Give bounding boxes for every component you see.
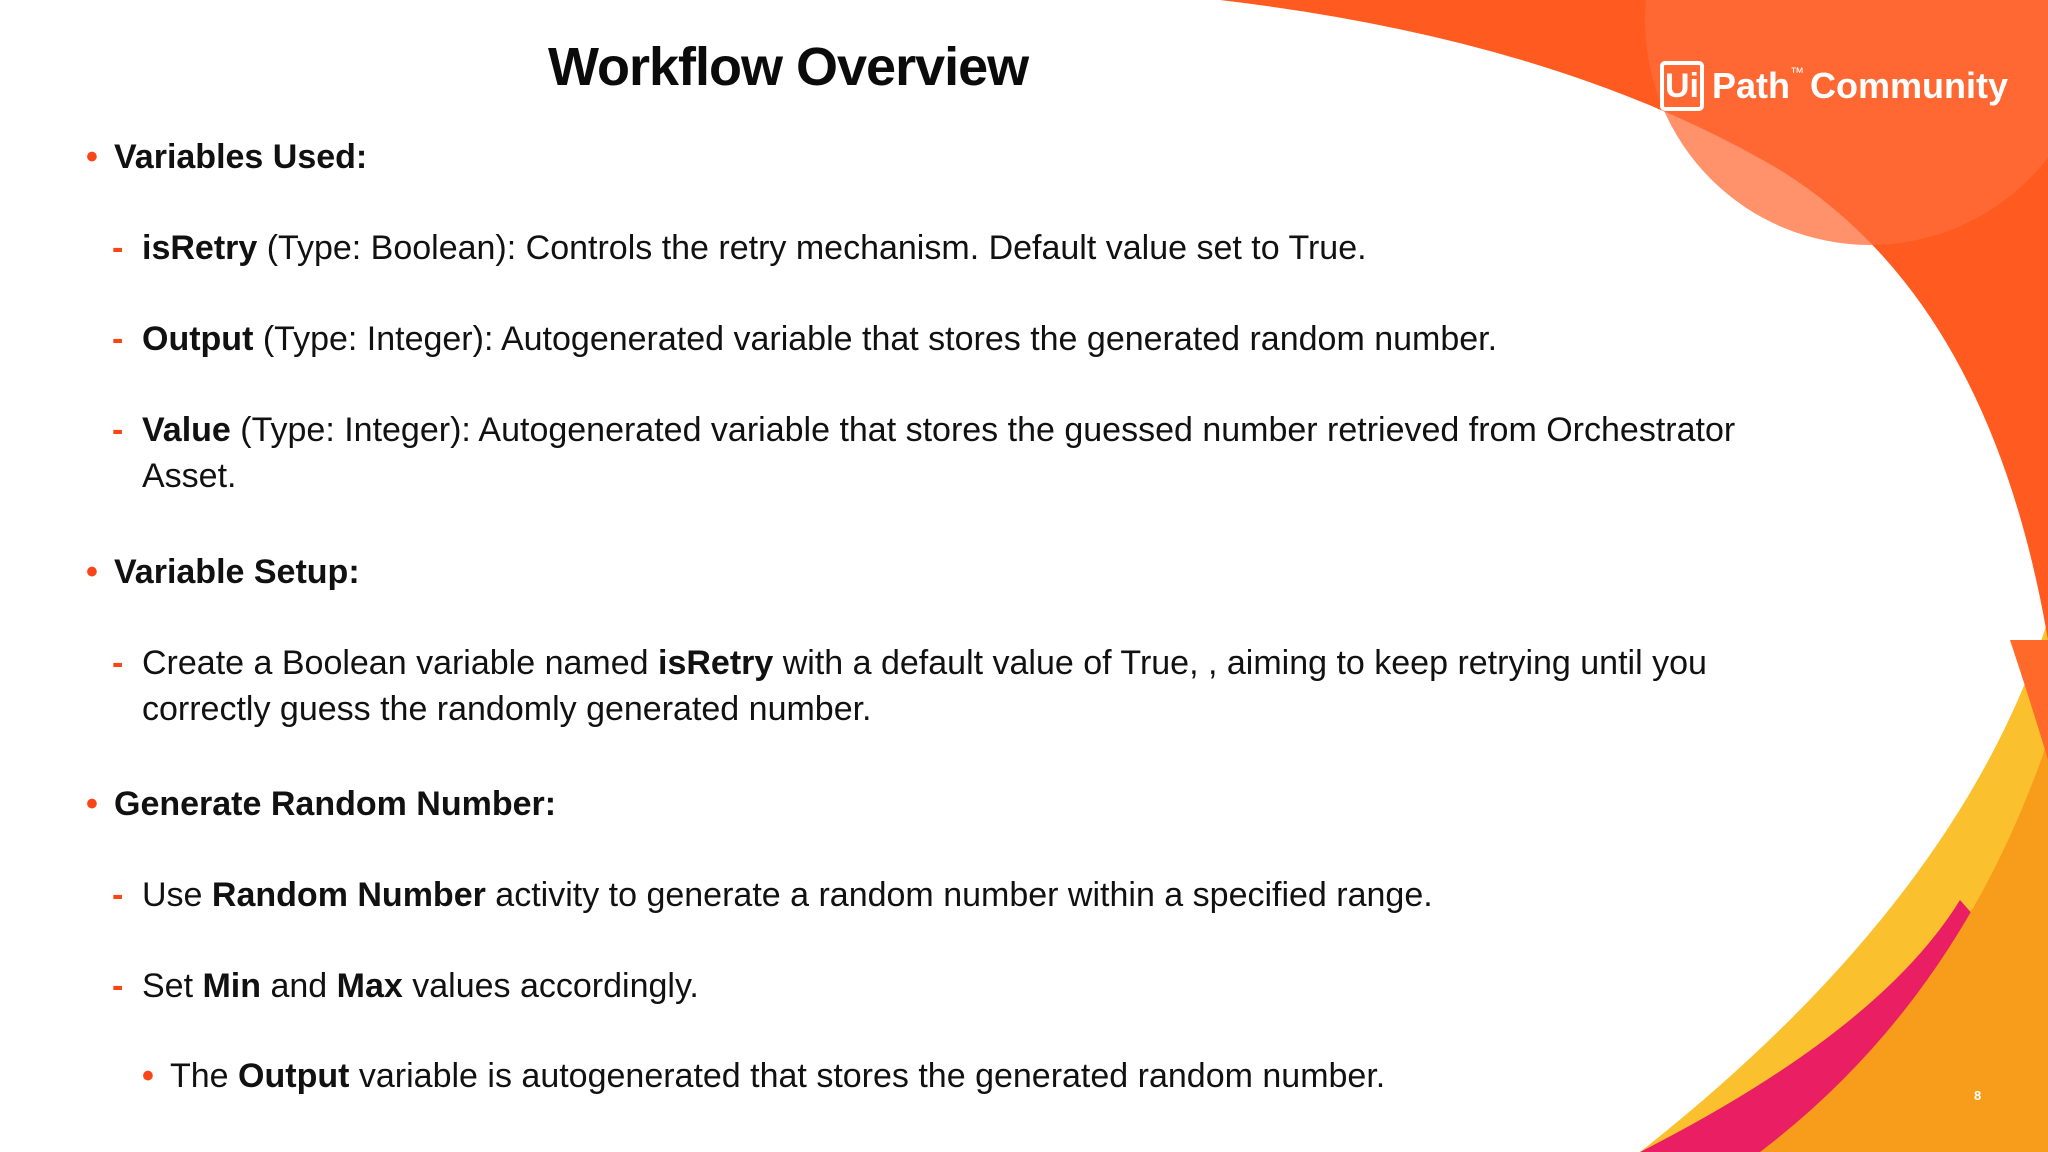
item-pre: Create a Boolean variable named	[142, 644, 658, 682]
section-heading: Variables Used:	[114, 138, 368, 176]
item-bold: Output	[142, 320, 254, 358]
item-rest: with a default value of True, , aiming to keep retrying until you	[773, 644, 1707, 682]
logo-community-text: Community	[1810, 65, 2009, 106]
logo-ui-box: Ui	[1660, 61, 1704, 111]
item-text	[142, 316, 1497, 362]
item-rest: (Type: Integer): Autogenerated variable that stores the generated random number.	[253, 320, 1498, 358]
item-text	[142, 640, 1707, 686]
item-text	[142, 963, 699, 1009]
item-bold: Random Number	[211, 876, 486, 914]
item-pre: Use	[142, 876, 212, 914]
item-text	[142, 225, 1367, 271]
item-bold: Value	[142, 411, 231, 449]
page-number: 8	[1974, 1088, 1982, 1103]
dash-marker: -	[112, 229, 124, 267]
item-text-line2: Asset.	[142, 457, 237, 495]
bullet-marker: •	[86, 785, 98, 823]
section-heading: Generate Random Number:	[114, 785, 557, 823]
item-pre: The	[170, 1057, 239, 1095]
bullet-marker: •	[86, 553, 98, 591]
dash-marker: -	[112, 967, 124, 1005]
bullet-marker: •	[142, 1057, 154, 1095]
logo-trademark: ™	[1790, 64, 1805, 80]
item-rest: values accordingly.	[402, 967, 699, 1005]
item-bold-2: Max	[336, 967, 403, 1005]
item-mid: and	[261, 967, 337, 1005]
section-heading: Variable Setup:	[114, 553, 360, 591]
item-rest: activity to generate a random number within a specified range.	[485, 876, 1433, 914]
slide-title: Workflow Overview	[548, 37, 1029, 97]
item-text	[142, 872, 1433, 918]
item-rest: (Type: Integer): Autogenerated variable that stores the guessed number retrieved from Orchestrator	[230, 411, 1736, 449]
dash-marker: -	[112, 644, 124, 682]
dash-marker: -	[112, 320, 124, 358]
item-bold: isRetry	[658, 644, 774, 682]
item-rest: variable is autogenerated that stores the generated random number.	[349, 1057, 1386, 1095]
item-bold: isRetry	[142, 229, 258, 267]
item-text	[142, 407, 1735, 453]
item-text-line2: correctly guess the randomly generated number.	[142, 690, 872, 728]
item-bold: Min	[202, 967, 262, 1005]
bullet-marker: •	[86, 138, 98, 176]
dash-marker: -	[112, 876, 124, 914]
item-rest: (Type: Boolean): Controls the retry mechanism. Default value set to True.	[257, 229, 1367, 267]
logo-path-text: Path	[1712, 65, 1791, 106]
item-pre: Set	[142, 967, 203, 1005]
item-text	[170, 1053, 1385, 1099]
dash-marker: -	[112, 411, 124, 449]
item-bold: Output	[238, 1057, 350, 1095]
